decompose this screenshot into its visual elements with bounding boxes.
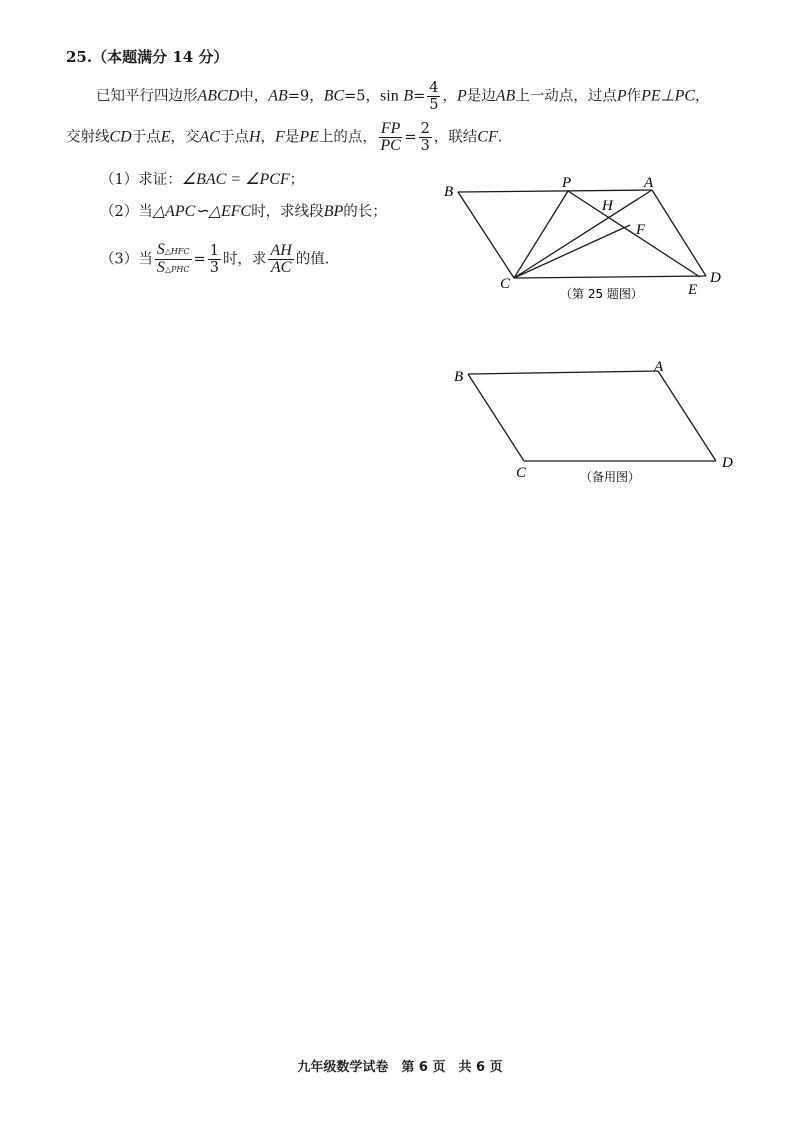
- label-d-spare: D: [722, 455, 733, 471]
- label-b-spare: B: [454, 369, 464, 385]
- page-footer: 九年级数学试卷 第 6 页 共 6 页: [297, 1060, 503, 1075]
- segment-cd: [514, 276, 706, 278]
- figure-spare: [440, 355, 750, 490]
- area-ratio-fraction: $\frac{\text{S△HFC}}{\text{S△PHC}}$: [156, 241, 190, 276]
- figure-spare-caption: （备用图）: [580, 470, 641, 484]
- label-p: P: [562, 175, 572, 191]
- fp-pc-fraction: $\frac{FP}{PC}$: [380, 120, 401, 154]
- label-c-spare: C: [516, 465, 527, 481]
- segment-bc-spare: [468, 374, 524, 461]
- label-a: A: [644, 175, 654, 191]
- one-third-fraction: $\frac{1}{3}$: [209, 243, 219, 276]
- sin-fraction: $\frac{4}{5}$: [429, 80, 439, 113]
- intro-line-2: 交射线CD于点E，交AC于点H，F是PE上的点， $\frac{FP}{PC}$ = $\frac{2}{3}$ ，联结CF.: [66, 120, 503, 154]
- label-c: C: [500, 276, 511, 292]
- segment-ca: [514, 190, 652, 278]
- segment-ba-spare: [468, 371, 658, 374]
- label-d: D: [710, 270, 721, 286]
- figure-main: [430, 170, 750, 310]
- figure-main-caption: （第 25 题图）: [560, 287, 643, 301]
- question-1: （1）求证：∠BAC = ∠PCF；: [100, 171, 305, 188]
- segment-cf: [514, 225, 630, 278]
- segment-ba: [458, 190, 652, 192]
- ratio-fraction: $\frac{2}{3}$: [420, 121, 430, 154]
- question-3: （3）当 $\frac{\text{S△HFC}}{\text{S△PHC}}$ = $\frac{1}{3}$ 时，求 $\frac{AH}{AC}$ 的值.: [100, 241, 330, 276]
- label-f: F: [636, 222, 646, 238]
- label-e: E: [688, 282, 698, 298]
- segment-ad-spare: [658, 371, 716, 461]
- label-h: H: [602, 198, 613, 214]
- intro-line-1: 已知平行四边形ABCD中，AB=9，BC=5，sin B= $\frac{4}{5}$ ，P是边AB上一动点，过点P作PE⊥PC，: [96, 80, 710, 113]
- label-a-spare: A: [654, 359, 664, 375]
- problem-heading: 25.（本题满分 14 分）: [66, 48, 229, 66]
- label-b: B: [444, 184, 454, 200]
- ah-ac-fraction: $\frac{AH}{AC}$: [270, 242, 292, 276]
- question-2: （2）当△APC∽△EFC时，求线段BP的长；: [100, 203, 387, 220]
- segment-bc: [458, 192, 514, 278]
